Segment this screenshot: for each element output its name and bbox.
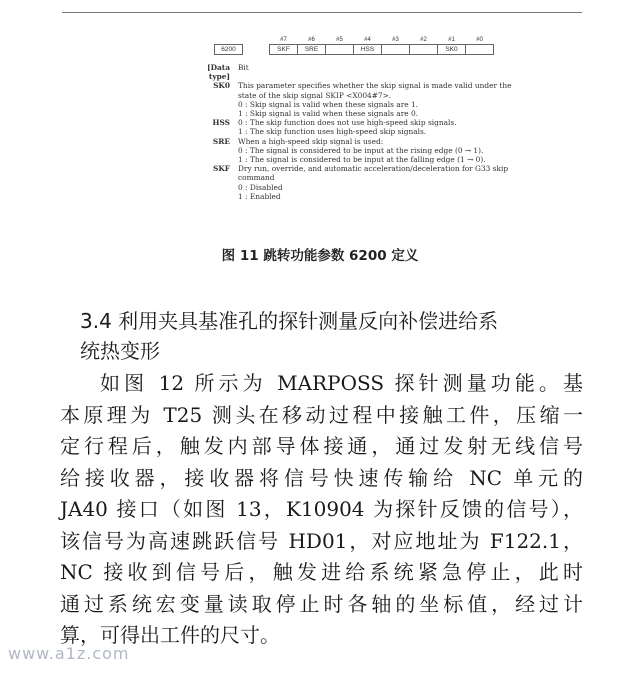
paragraph-line: 通过系统宏变量读取停止时各轴的坐标值，经过计 — [60, 591, 583, 616]
bit-4-cell: HSS — [354, 45, 382, 55]
bit-1-label: #1 — [448, 37, 455, 43]
paragraph-line: NC 接收到信号后，触发进给系统紧急停止，此时 — [60, 560, 583, 584]
sk0-row — [186, 81, 516, 90]
sre-row — [186, 137, 516, 146]
sre-description: When a high-speed skip signal is used: — [238, 136, 384, 146]
sre-label: SRE — [212, 136, 230, 146]
hss-row — [186, 118, 516, 127]
sk0-label: SK0 — [213, 81, 230, 91]
top-rule — [62, 12, 582, 13]
bit-6-label: #6 — [308, 37, 315, 43]
bit-1-cell: SK0 — [438, 45, 466, 55]
skf-label: SKF — [212, 164, 230, 174]
sk0-value-0: 0 : Skip signal is valid when these signals are 1. — [238, 99, 418, 109]
section-heading — [80, 306, 592, 366]
bit-3-cell — [382, 45, 410, 55]
sk0-description: This parameter specifies whether the skip signal is made valid under the — [238, 81, 512, 91]
hss-value-1: 1 : The skip function uses high-speed skip signals. — [238, 127, 427, 137]
data-type-label: [Data type] — [207, 63, 230, 82]
bit-3-label: #3 — [392, 37, 399, 43]
bit-5-label: #5 — [336, 37, 343, 43]
skf-value-1: 1 : Enabled — [238, 191, 281, 201]
bit-2-label: #2 — [420, 37, 427, 43]
paragraph-line: 本原理为 T25 测头在移动过程中接触工件，压缩一 — [60, 402, 583, 427]
parameter-spec — [186, 63, 516, 201]
figure-caption: 图 11 跳转功能参数 6200 定义 — [221, 248, 419, 264]
section-heading-line-2: 统热变形 — [80, 339, 160, 363]
bit-7-cell: SKF — [270, 45, 298, 55]
bit-0-cell — [466, 45, 494, 55]
bit-5-cell — [326, 45, 354, 55]
data-type-value: Bit — [238, 63, 249, 72]
sre-value-0: 0 : The signal is considered to be input at the rising edge (0 → 1). — [238, 145, 484, 155]
skf-value-0: 0 : Disabled — [238, 182, 283, 192]
sk0-description-cont: state of the skip signal SKIP <X004#7>. — [238, 90, 392, 100]
body-paragraph — [60, 368, 583, 652]
section-heading-line-1: 3.4 利用夹具基准孔的探针测量反向补偿进给系 — [80, 309, 499, 333]
bit-0-label: #0 — [476, 37, 483, 43]
parameter-number: 6200 — [215, 45, 243, 55]
hss-label: HSS — [212, 118, 230, 128]
paragraph-line: 该信号为高速跳跃信号 HD01，对应地址为 F122.1， — [60, 528, 583, 553]
bit-2-cell — [410, 45, 438, 55]
paragraph-line: 定行程后，触发内部导体接通，通过发射无线信号 — [60, 434, 583, 458]
paragraph-line: JA40 接口（如图 13，K10904 为探针反馈的信号）， — [60, 497, 583, 521]
sre-value-1: 1 : The signal is considered to be input at the falling edge (1 → 0). — [238, 155, 486, 165]
skf-description-cont: command — [238, 173, 275, 183]
bit-7-label: #7 — [280, 37, 287, 43]
paragraph-line: 给接收器，接收器将信号快速传输给 NC 单元的 — [60, 465, 583, 490]
paragraph-line: 算，可得出工件的尺寸。 — [60, 623, 280, 647]
watermark: www.a1z.com — [8, 644, 130, 663]
bit-6-cell: SRE — [298, 45, 326, 55]
hss-value-0: 0 : The skip function does not use high-speed skip signals. — [238, 118, 457, 128]
parameter-bit-table — [214, 36, 494, 55]
data-type-row — [186, 63, 516, 81]
skf-row — [186, 164, 516, 173]
skf-description: Dry run, override, and automatic acceleration/deceleration for G33 skip — [238, 164, 509, 174]
parameter-figure — [186, 36, 516, 201]
sk0-value-1: 1 : Skip signal is valid when these signals are 0. — [238, 109, 418, 119]
bit-4-label: #4 — [364, 37, 371, 43]
paragraph-line: 如图 12 所示为 MARPOSS 探针测量功能。基 — [100, 371, 583, 395]
